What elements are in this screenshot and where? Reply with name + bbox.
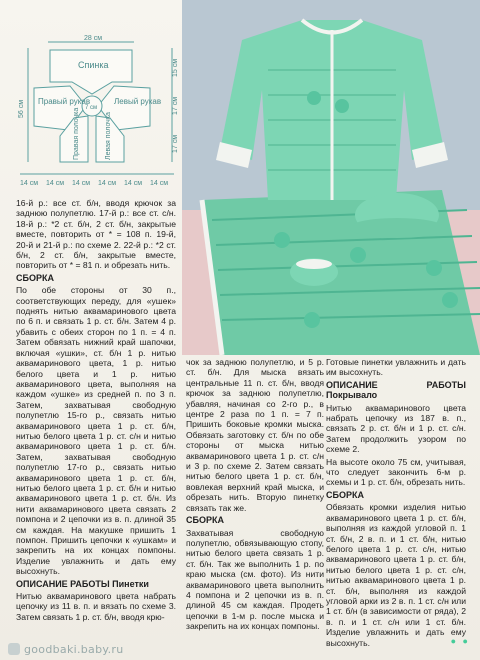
dim-right-1: 15 см (172, 58, 179, 77)
pompon (304, 312, 320, 328)
text-column-2 (186, 357, 324, 634)
paragraph: Готовые пинетки увлажнить и дать им высохнуть. (326, 357, 466, 378)
label-center: 7 см (85, 105, 98, 111)
dim-bottom-6: 14 см (150, 180, 169, 187)
pompon (350, 247, 366, 263)
page-end-marker-icon: ● ● (450, 636, 470, 646)
paragraph: 16-й р.: все ст. б/н, вводя крючок за заднюю полупетлю. 17-й р.: все ст. с/н. 18-й р.: *2 ст. б/н, 2 ст. б/н, закрытые вместе, повторить от * = 108 п. 19-й, 20-й и 21-й р.: по схеме 2. 22-й р.: *2 ст. б/н, 2 ст. б/н, закрытые вместе, повторить от * = 81 п. и обрезать нить. (16, 198, 176, 271)
pompon (274, 232, 290, 248)
dim-top: 28 см (84, 35, 103, 42)
dim-left: 56 см (18, 99, 25, 118)
watermark (8, 643, 124, 656)
dim-bottom-5: 14 см (124, 180, 143, 187)
label-left-sleeve: Левый рукав (114, 97, 162, 106)
section-heading: СБОРКА (186, 515, 224, 526)
photo-illustration (182, 0, 480, 355)
section-heading: СБОРКА (16, 272, 54, 283)
paragraph: Обвязать кромки изделия нитью аквамаринового цвета 1 р. ст. б/н, выполняя из каждой угловой п. 1 ст. б/н, 2 в. п. и 1 ст. б/н, нитью белого цвета 1 р. ст. с/н, нитью аквамаринового цвета 1 р. ст. б/н, нитью белого цвета 1 р. ст. с/н, нитью аквамаринового цвета 1 р. ст. б/н, выполняя из каждой угловой арки из 2 в. п. 1 ст. с/н или 1 ст. б/н (в зависимости от ряда), 2 в. п. и 1 ст. с/н или 1 ст. б/н. Изделие увлажнить и дать ему высохнуть. (326, 502, 466, 648)
paragraph: По обе стороны от 30 п., соответствующих переду, для «ушек» поднять нитью аквамаринового цвета по 6 п. и связать 1 р. ст. б/н. Затем 4 р. убавить с обеих сторон по 1 п. = 4 п. Затем обвязать нижний край шапочки, включая «ушки», ст. б/н 1 р. нитью аквамаринового цвета, 1 р. нитью белого цвета и 1 р. нитью аквамаринового цвета, выполняя на каждом «ушке» из средней п. по 3 п. Затем, захватывая свободную полупетлю 15-го р., связать нитью аквамаринового цвета 1 р. ст. б/н, нитью белого цвета 1 р. ст. с/н и нитью аквамаринового цвета 1 р. ст. б/н. Затем, захватывая свободную полупетлю 17-го р., связать нитью аквамаринового цвета 1 р. ст. б/н, нитью белого цвета 1 р. ст. б/н и нитью аквамаринового цвета 1 р. ст. б/н. Из нити аквамаринового цвета связать 2 помпона и 2 цепочки из в. п. длиной 35 см каждая. На макушке пришить 1 помпон. Пришить цепочки к «ушкам» и закрепить на их концах помпоны. Изделие увлажнить и дать ему высохнуть. (16, 285, 176, 577)
label-right-front: Правая полочка (73, 107, 80, 160)
label-right-sleeve: Правый рукав (38, 97, 91, 106)
paragraph: На высоте около 75 см, учитывая, что следует закончить 6-м р. схемы и 1 р. ст. б/н, обрезать нить. (326, 456, 466, 488)
dim-right-2: 17 см (172, 96, 179, 115)
pompon (307, 91, 321, 105)
text-column-3 (326, 357, 466, 650)
section-heading: ОПИСАНИЕ РАБОТЫ Пинетки (16, 578, 149, 589)
label-back: Спинка (78, 60, 109, 70)
label-left-front: Левая полочка (105, 112, 112, 160)
camera-icon (8, 643, 20, 655)
paragraph: чок за заднюю полупетлю, и 5 р. ст. б/н. Для мыска вязать центральные 11 п. ст. б/н, вводя крючок за заднюю полупетлю, убавляя, начиная со 2-го р., в центре 2 раза по 1 п. = 7 п. Пришить боковые кромки мыска. Обвязать заготовку ст. б/н по обе стороны от мыска нитью аквамаринового цвета 1 р. ст. с/н и 3 р. по схеме 2. Затем связать нитью белого цвета 1 р. ст. б/н, вовлекая верхний край мыска, и обрезать нить. Вторую пинетку связать так же. (186, 357, 324, 513)
dim-bottom-1: 14 см (20, 180, 39, 187)
dim-bottom-2: 14 см (46, 180, 65, 187)
pompon (426, 260, 442, 276)
dim-right-3: 17 см (172, 134, 179, 153)
dim-bottom-4: 14 см (98, 180, 117, 187)
schematic-diagram (14, 34, 182, 194)
paragraph: Нитью аквамаринового цвета набрать цепочку из 187 в. п., связать 2 р. ст. б/н и 1 р. ст. с/н. Затем продолжить узором по схеме 2. (326, 402, 466, 455)
text-column-1 (16, 198, 176, 624)
paragraph: Нитью аквамаринового цвета набрать цепочку из 11 в. п. и вязать по схеме 3. Затем связать 1 р. ст. б/н, вводя крю- (16, 591, 176, 622)
watermark-text: goodbaki.baby.ru (24, 643, 124, 656)
pattern-schematic (14, 34, 182, 194)
section-heading: ОПИСАНИЕ РАБОТЫ Покрывало (326, 379, 466, 401)
knitted-set-photo (182, 0, 480, 355)
section-heading: СБОРКА (326, 489, 364, 500)
paragraph: Захватывая свободную полупетлю, обвязывающую стопу, нитью белого цвета связать 1 р. ст. б/н. Так же выполнить 1 р. по краю мыска (см. фото). Из нити аквамаринового цвета выполнить 4 помпона и 2 цепочки из в. п. длиной 45 см каждая. Продеть цепочки в 1-м р. после мыска и закрепить на их концах помпоны. (186, 527, 324, 632)
pompon (442, 292, 458, 308)
pompon (335, 99, 349, 113)
dim-bottom-3: 14 см (72, 180, 91, 187)
